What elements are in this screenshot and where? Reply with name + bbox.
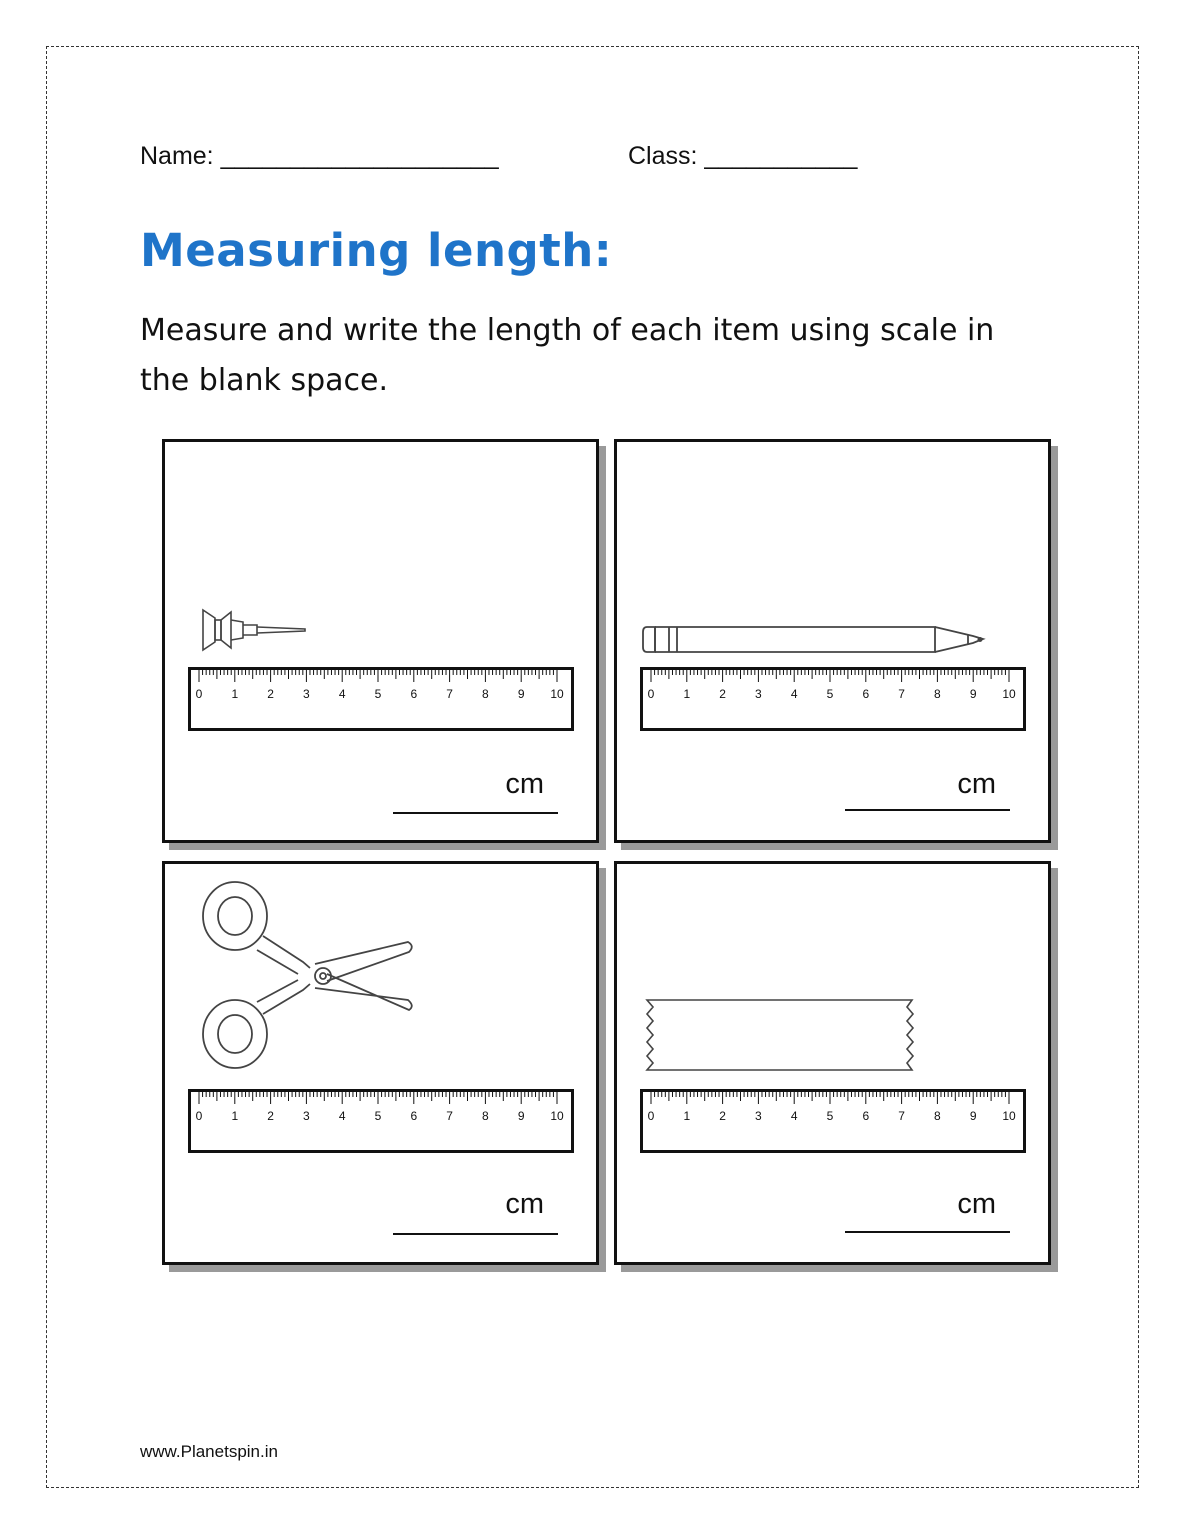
ruler (188, 1089, 574, 1153)
ruler-number: 6 (862, 687, 870, 701)
ruler-number: 0 (647, 687, 655, 701)
unit-label: cm (505, 768, 544, 800)
ruler-number: 4 (338, 1109, 346, 1123)
ruler-number: 6 (410, 1109, 418, 1123)
ruler (188, 667, 574, 731)
ruler-number: 2 (719, 687, 726, 701)
ruler-number: 3 (755, 1109, 762, 1123)
ruler-number: 10 (1002, 687, 1016, 701)
unit-label: cm (957, 1188, 996, 1220)
measure-card-pencil (614, 439, 1051, 843)
footer-url: www.Planetspin.in (140, 1442, 278, 1461)
ruler-number: 3 (303, 687, 310, 701)
ruler-number: 1 (231, 687, 239, 701)
measure-card-tape (614, 861, 1051, 1265)
ruler-number: 0 (647, 1109, 655, 1123)
answer-blank[interactable] (845, 809, 1010, 811)
ruler-number: 0 (195, 687, 203, 701)
class-field[interactable]: Class: ___________ (628, 142, 858, 170)
ruler-number: 10 (1002, 1109, 1016, 1123)
instructions: Measure and write the length of each item using scale in the blank space. (140, 313, 995, 398)
answer-blank[interactable] (393, 1233, 558, 1235)
name-field[interactable]: Name: ____________________ (140, 142, 499, 170)
ruler-number: 1 (683, 687, 691, 701)
ruler-number: 5 (826, 1109, 834, 1123)
ruler (640, 667, 1026, 731)
ruler-number: 5 (374, 687, 382, 701)
ruler-number: 8 (482, 1109, 489, 1123)
ruler-number: 1 (231, 1109, 239, 1123)
page-title: Measuring length: (140, 224, 613, 277)
ruler-number: 8 (482, 687, 489, 701)
ruler-number: 5 (826, 687, 834, 701)
ruler-number: 0 (195, 1109, 203, 1123)
ruler-number: 2 (267, 687, 274, 701)
ruler-number: 5 (374, 1109, 382, 1123)
answer-blank[interactable] (393, 812, 558, 814)
ruler-number: 4 (790, 1109, 798, 1123)
ruler-number: 3 (303, 1109, 310, 1123)
ruler-number: 1 (683, 1109, 691, 1123)
ruler-number: 4 (338, 687, 346, 701)
ruler-number: 10 (550, 1109, 564, 1123)
ruler-number: 9 (517, 1109, 525, 1123)
ruler-number: 7 (446, 1109, 453, 1123)
measure-card-pushpin (162, 439, 599, 843)
ruler-number: 7 (446, 687, 453, 701)
ruler-number: 8 (934, 1109, 941, 1123)
ruler-number: 4 (790, 687, 798, 701)
ruler-number: 7 (898, 1109, 905, 1123)
measure-card-scissors (162, 861, 599, 1265)
ruler-number: 6 (862, 1109, 870, 1123)
ruler-number: 9 (969, 1109, 977, 1123)
ruler-number: 9 (969, 687, 977, 701)
ruler-number: 2 (719, 1109, 726, 1123)
ruler-number: 6 (410, 687, 418, 701)
ruler-number: 3 (755, 687, 762, 701)
ruler-number: 8 (934, 687, 941, 701)
unit-label: cm (957, 768, 996, 800)
ruler-number: 7 (898, 687, 905, 701)
ruler-number: 2 (267, 1109, 274, 1123)
ruler-number: 9 (517, 687, 525, 701)
ruler-number: 10 (550, 687, 564, 701)
unit-label: cm (505, 1188, 544, 1220)
ruler (640, 1089, 1026, 1153)
answer-blank[interactable] (845, 1231, 1010, 1233)
